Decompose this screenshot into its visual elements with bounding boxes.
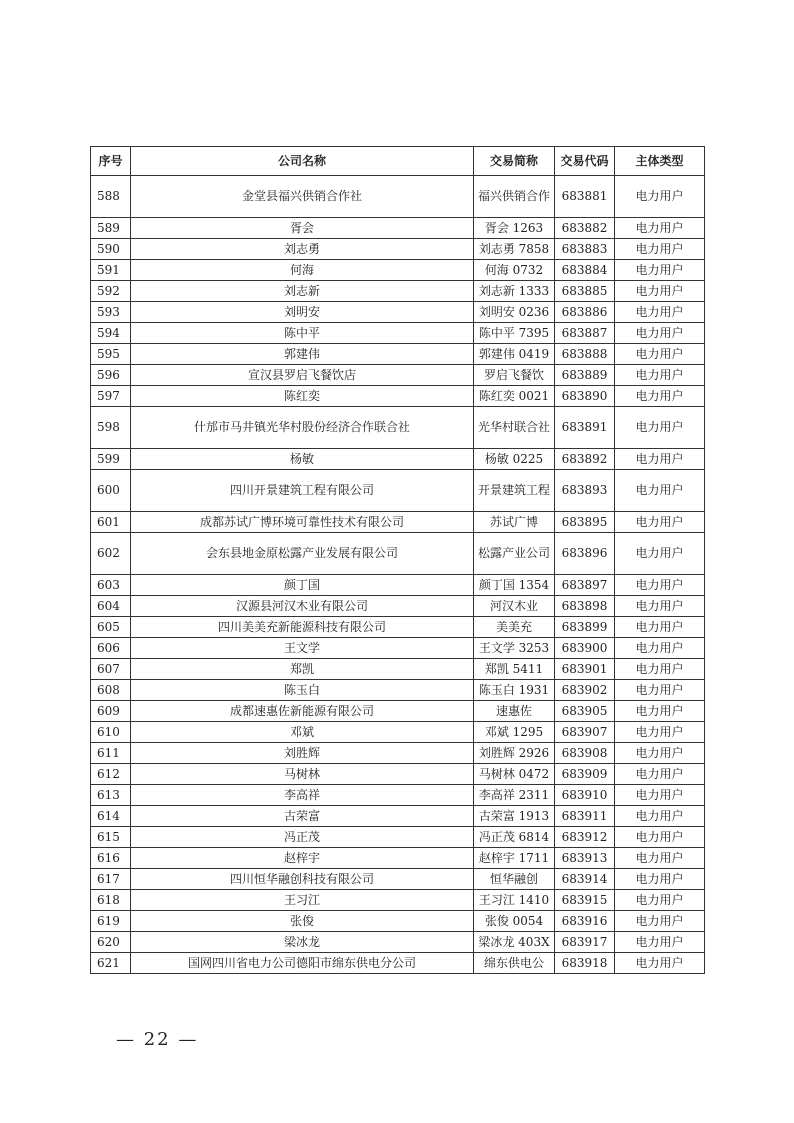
row-entity-type: 电力用户 <box>615 176 705 218</box>
row-trade-code: 683898 <box>555 596 615 617</box>
row-company-name: 汉源县河汉木业有限公司 <box>131 596 474 617</box>
row-seq: 612 <box>91 764 131 785</box>
table-row <box>91 575 705 596</box>
row-company-name: 马树林 <box>131 764 474 785</box>
row-company-name: 古荣富 <box>131 806 474 827</box>
row-entity-type: 电力用户 <box>615 239 705 260</box>
table-row <box>91 281 705 302</box>
row-trade-code: 683885 <box>555 281 615 302</box>
row-company-name: 邓斌 <box>131 722 474 743</box>
row-company-name: 什邡市马井镇光华村股份经济合作联合社 <box>131 407 474 449</box>
row-entity-type: 电力用户 <box>615 953 705 974</box>
row-entity-type: 电力用户 <box>615 512 705 533</box>
row-company-name: 陈中平 <box>131 323 474 344</box>
row-seq: 603 <box>91 575 131 596</box>
row-entity-type: 电力用户 <box>615 932 705 953</box>
row-entity-type: 电力用户 <box>615 827 705 848</box>
row-trade-code: 683910 <box>555 785 615 806</box>
row-seq: 601 <box>91 512 131 533</box>
row-trade-code: 683909 <box>555 764 615 785</box>
row-entity-type: 电力用户 <box>615 302 705 323</box>
row-seq: 604 <box>91 596 131 617</box>
row-entity-type: 电力用户 <box>615 281 705 302</box>
table-row <box>91 239 705 260</box>
row-trade-code: 683890 <box>555 386 615 407</box>
row-trade-short-name: 何海 0732 <box>474 260 555 281</box>
row-seq: 610 <box>91 722 131 743</box>
row-company-name: 四川恒华融创科技有限公司 <box>131 869 474 890</box>
row-trade-short-name: 冯正茂 6814 <box>474 827 555 848</box>
row-seq: 588 <box>91 176 131 218</box>
row-entity-type: 电力用户 <box>615 617 705 638</box>
row-company-name: 四川美美充新能源科技有限公司 <box>131 617 474 638</box>
row-company-name: 陈红奕 <box>131 386 474 407</box>
row-trade-code: 683911 <box>555 806 615 827</box>
row-company-name: 刘胜辉 <box>131 743 474 764</box>
row-trade-code: 683905 <box>555 701 615 722</box>
row-entity-type: 电力用户 <box>615 470 705 512</box>
table-row <box>91 680 705 701</box>
row-trade-short-name: 梁冰龙 403X <box>474 932 555 953</box>
row-entity-type: 电力用户 <box>615 260 705 281</box>
row-trade-code: 683917 <box>555 932 615 953</box>
row-company-name: 赵梓宇 <box>131 848 474 869</box>
registry-table <box>90 146 705 974</box>
page-number: — 22 — <box>116 1029 199 1050</box>
row-trade-short-name: 松露产业公司 <box>474 533 555 575</box>
row-entity-type: 电力用户 <box>615 722 705 743</box>
row-entity-type: 电力用户 <box>615 701 705 722</box>
row-seq: 606 <box>91 638 131 659</box>
table-row <box>91 344 705 365</box>
header-trade-code: 交易代码 <box>555 147 615 176</box>
row-trade-short-name: 古荣富 1913 <box>474 806 555 827</box>
row-trade-short-name: 郭建伟 0419 <box>474 344 555 365</box>
row-entity-type: 电力用户 <box>615 743 705 764</box>
row-trade-short-name: 刘志新 1333 <box>474 281 555 302</box>
row-company-name: 郭建伟 <box>131 344 474 365</box>
row-company-name: 李高祥 <box>131 785 474 806</box>
row-trade-code: 683896 <box>555 533 615 575</box>
row-entity-type: 电力用户 <box>615 218 705 239</box>
row-trade-code: 683888 <box>555 344 615 365</box>
row-company-name: 金堂县福兴供销合作社 <box>131 176 474 218</box>
table-row <box>91 386 705 407</box>
table-row <box>91 659 705 680</box>
row-entity-type: 电力用户 <box>615 680 705 701</box>
row-company-name: 陈玉白 <box>131 680 474 701</box>
row-trade-code: 683918 <box>555 953 615 974</box>
row-seq: 616 <box>91 848 131 869</box>
table-row <box>91 722 705 743</box>
table-row <box>91 785 705 806</box>
row-trade-code: 683892 <box>555 449 615 470</box>
row-seq: 597 <box>91 386 131 407</box>
row-entity-type: 电力用户 <box>615 386 705 407</box>
row-seq: 613 <box>91 785 131 806</box>
row-trade-code: 683887 <box>555 323 615 344</box>
table-row <box>91 701 705 722</box>
row-seq: 611 <box>91 743 131 764</box>
row-trade-code: 683884 <box>555 260 615 281</box>
table-row <box>91 323 705 344</box>
row-trade-short-name: 张俊 0054 <box>474 911 555 932</box>
row-seq: 589 <box>91 218 131 239</box>
row-entity-type: 电力用户 <box>615 596 705 617</box>
row-trade-short-name: 陈玉白 1931 <box>474 680 555 701</box>
row-trade-short-name: 福兴供销合作 <box>474 176 555 218</box>
row-entity-type: 电力用户 <box>615 449 705 470</box>
row-trade-code: 683893 <box>555 470 615 512</box>
row-seq: 593 <box>91 302 131 323</box>
row-trade-short-name: 苏试广博 <box>474 512 555 533</box>
row-trade-code: 683899 <box>555 617 615 638</box>
table-row <box>91 827 705 848</box>
row-company-name: 梁冰龙 <box>131 932 474 953</box>
row-trade-short-name: 胥会 1263 <box>474 218 555 239</box>
row-entity-type: 电力用户 <box>615 323 705 344</box>
row-seq: 599 <box>91 449 131 470</box>
row-entity-type: 电力用户 <box>615 365 705 386</box>
row-seq: 618 <box>91 890 131 911</box>
row-trade-short-name: 陈中平 7395 <box>474 323 555 344</box>
row-trade-code: 683889 <box>555 365 615 386</box>
row-trade-short-name: 李高祥 2311 <box>474 785 555 806</box>
row-entity-type: 电力用户 <box>615 659 705 680</box>
table-row <box>91 764 705 785</box>
row-seq: 614 <box>91 806 131 827</box>
row-seq: 620 <box>91 932 131 953</box>
row-trade-code: 683913 <box>555 848 615 869</box>
row-trade-code: 683891 <box>555 407 615 449</box>
row-company-name: 张俊 <box>131 911 474 932</box>
row-trade-code: 683897 <box>555 575 615 596</box>
row-company-name: 胥会 <box>131 218 474 239</box>
row-seq: 615 <box>91 827 131 848</box>
table-row <box>91 890 705 911</box>
row-seq: 619 <box>91 911 131 932</box>
row-company-name: 刘志新 <box>131 281 474 302</box>
row-seq: 609 <box>91 701 131 722</box>
table-row <box>91 848 705 869</box>
row-seq: 596 <box>91 365 131 386</box>
table-row <box>91 176 705 218</box>
table-row <box>91 407 705 449</box>
row-seq: 594 <box>91 323 131 344</box>
row-entity-type: 电力用户 <box>615 764 705 785</box>
table-row <box>91 953 705 974</box>
table-row <box>91 302 705 323</box>
row-entity-type: 电力用户 <box>615 869 705 890</box>
row-trade-short-name: 刘胜辉 2926 <box>474 743 555 764</box>
row-company-name: 四川开景建筑工程有限公司 <box>131 470 474 512</box>
row-company-name: 宣汉县罗启飞餐饮店 <box>131 365 474 386</box>
row-trade-code: 683900 <box>555 638 615 659</box>
row-trade-code: 683883 <box>555 239 615 260</box>
row-entity-type: 电力用户 <box>615 344 705 365</box>
row-company-name: 何海 <box>131 260 474 281</box>
row-trade-short-name: 美美充 <box>474 617 555 638</box>
row-company-name: 郑凯 <box>131 659 474 680</box>
row-company-name: 冯正茂 <box>131 827 474 848</box>
row-trade-short-name: 开景建筑工程 <box>474 470 555 512</box>
row-seq: 617 <box>91 869 131 890</box>
table-row <box>91 449 705 470</box>
row-trade-short-name: 颜丁国 1354 <box>474 575 555 596</box>
table-row <box>91 806 705 827</box>
table-row <box>91 260 705 281</box>
row-company-name: 成都苏试广博环境可靠性技术有限公司 <box>131 512 474 533</box>
header-company-name: 公司名称 <box>131 147 474 176</box>
row-trade-short-name: 恒华融创 <box>474 869 555 890</box>
row-company-name: 王文学 <box>131 638 474 659</box>
table-row <box>91 869 705 890</box>
table-row <box>91 596 705 617</box>
row-seq: 598 <box>91 407 131 449</box>
row-seq: 591 <box>91 260 131 281</box>
header-entity-type: 主体类型 <box>615 147 705 176</box>
row-company-name: 刘志勇 <box>131 239 474 260</box>
table-row <box>91 638 705 659</box>
row-trade-short-name: 刘明安 0236 <box>474 302 555 323</box>
row-seq: 595 <box>91 344 131 365</box>
row-trade-code: 683886 <box>555 302 615 323</box>
row-trade-code: 683915 <box>555 890 615 911</box>
row-company-name: 杨敏 <box>131 449 474 470</box>
table-row <box>91 218 705 239</box>
row-entity-type: 电力用户 <box>615 806 705 827</box>
header-trade-short-name: 交易简称 <box>474 147 555 176</box>
row-seq: 621 <box>91 953 131 974</box>
row-seq: 602 <box>91 533 131 575</box>
table-header-row <box>91 147 705 176</box>
row-company-name: 国网四川省电力公司德阳市绵东供电分公司 <box>131 953 474 974</box>
row-trade-short-name: 邓斌 1295 <box>474 722 555 743</box>
row-trade-short-name: 光华村联合社 <box>474 407 555 449</box>
row-trade-code: 683907 <box>555 722 615 743</box>
row-trade-short-name: 马树林 0472 <box>474 764 555 785</box>
row-company-name: 会东县地金原松露产业发展有限公司 <box>131 533 474 575</box>
table-body <box>91 176 705 974</box>
row-entity-type: 电力用户 <box>615 890 705 911</box>
table-row <box>91 617 705 638</box>
row-seq: 590 <box>91 239 131 260</box>
table-row <box>91 365 705 386</box>
row-trade-short-name: 绵东供电公 <box>474 953 555 974</box>
row-seq: 605 <box>91 617 131 638</box>
row-company-name: 颜丁国 <box>131 575 474 596</box>
row-seq: 607 <box>91 659 131 680</box>
row-trade-short-name: 罗启飞餐饮 <box>474 365 555 386</box>
row-trade-short-name: 陈红奕 0021 <box>474 386 555 407</box>
table-row <box>91 533 705 575</box>
row-trade-code: 683895 <box>555 512 615 533</box>
row-trade-short-name: 郑凯 5411 <box>474 659 555 680</box>
row-entity-type: 电力用户 <box>615 533 705 575</box>
row-seq: 592 <box>91 281 131 302</box>
row-trade-code: 683916 <box>555 911 615 932</box>
row-trade-code: 683901 <box>555 659 615 680</box>
row-trade-short-name: 王习江 1410 <box>474 890 555 911</box>
row-entity-type: 电力用户 <box>615 575 705 596</box>
row-entity-type: 电力用户 <box>615 407 705 449</box>
row-entity-type: 电力用户 <box>615 785 705 806</box>
row-trade-short-name: 赵梓宇 1711 <box>474 848 555 869</box>
row-company-name: 王习江 <box>131 890 474 911</box>
table-row <box>91 743 705 764</box>
row-trade-code: 683912 <box>555 827 615 848</box>
row-trade-short-name: 刘志勇 7858 <box>474 239 555 260</box>
row-entity-type: 电力用户 <box>615 911 705 932</box>
row-company-name: 成都速惠佐新能源有限公司 <box>131 701 474 722</box>
row-trade-short-name: 杨敏 0225 <box>474 449 555 470</box>
row-trade-short-name: 王文学 3253 <box>474 638 555 659</box>
table-row <box>91 911 705 932</box>
row-company-name: 刘明安 <box>131 302 474 323</box>
row-trade-short-name: 速惠佐 <box>474 701 555 722</box>
table-row <box>91 512 705 533</box>
header-seq: 序号 <box>91 147 131 176</box>
row-trade-code: 683914 <box>555 869 615 890</box>
row-seq: 608 <box>91 680 131 701</box>
row-trade-code: 683902 <box>555 680 615 701</box>
table-row <box>91 932 705 953</box>
row-trade-code: 683881 <box>555 176 615 218</box>
row-seq: 600 <box>91 470 131 512</box>
row-entity-type: 电力用户 <box>615 638 705 659</box>
row-trade-code: 683908 <box>555 743 615 764</box>
row-entity-type: 电力用户 <box>615 848 705 869</box>
row-trade-code: 683882 <box>555 218 615 239</box>
row-trade-short-name: 河汉木业 <box>474 596 555 617</box>
table-row <box>91 470 705 512</box>
